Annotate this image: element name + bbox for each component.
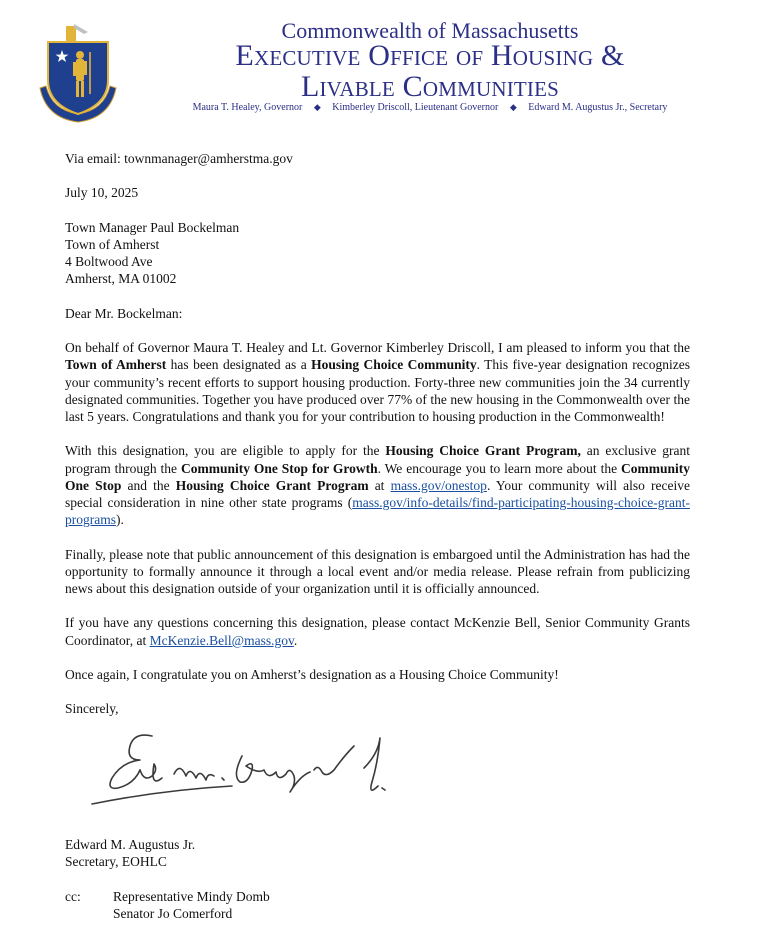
paragraph-grant-program: With this designation, you are eligible to apply for the Housing Choice Grant Program, an exclusive grant program through the Community One Stop for Growth. We encourage you to learn more about the Community One Stop and the Housing Choice Grant Program at mass.gov/onestop. Your community will also receive special consideration in nine other state programs (mass.gov/info-details/find-participating-housing-choice-grant-programs). [65,443,691,528]
cc-label: cc: [65,889,81,904]
recipient-address [65,219,690,288]
recipient-line: Town of Amherst [65,236,160,252]
recipient-line: Town Manager Paul Bockelman [65,219,240,235]
letter-date: July 10, 2025 [65,185,139,201]
paragraph-designation: On behalf of Governor Maura T. Healey and Lt. Governor Kimberley Driscoll, I am pleased to inform you that the Town of Amherst has been designated as a Housing Choice Community. This five-year designation recognizes your community’s recent efforts to support housing production. Forty-three new communities join the 34 currently designated communities. Together you have produced over 77% of the new housing in the Commonwealth over the last 5 years. Congratulations and thank you for your contribution to housing production in the Commonwealth! [65,340,690,424]
commonwealth-heading: Commonwealth of Massachusetts [281,18,579,43]
paragraph-congratulations: Once again, I congratulate you on Amherst’s designation as a Housing Choice Community! [65,666,559,682]
salutation: Dear Mr. Bockelman: [65,305,183,321]
onestop-link[interactable]: mass.gov/onestop [390,477,487,493]
signer-name: Edward M. Augustus Jr. [65,837,196,852]
office-name-heading [120,40,740,102]
letter-body [65,150,690,718]
cc-recipient: Senator Jo Comerford [113,906,233,922]
recipient-line: 4 Boltwood Ave [65,254,153,270]
cc-recipient: Representative Mindy Domb [113,889,270,904]
recipient-line: Amherst, MA 01002 [65,271,177,287]
massachusetts-seal-icon [36,22,120,126]
official-lt-governor: Kimberley Driscoll, Lieutenant Governor [332,102,499,113]
official-governor: Maura T. Healey, Governor [192,102,303,113]
via-email: Via email: townmanager@amherstma.gov [65,151,293,166]
diamond-separator-icon: ◆ [313,102,321,112]
office-name-line1: Executive Office of Housing & [235,39,625,72]
signature-block [65,836,195,870]
signature-icon [82,726,402,816]
official-secretary: Edward M. Augustus Jr., Secretary [528,102,668,113]
closing-sincerely: Sincerely, [65,701,119,717]
paragraph-contact: If you have any questions concerning this designation, please contact McKenzie Bell, Senior Community Grants Coordinator, at McKenzie.Bell@mass.gov. [65,615,690,648]
office-name-line2: Livable Communities [300,70,560,103]
contact-email-link[interactable]: McKenzie.Bell@mass.gov [149,632,294,648]
signer-title: Secretary, EOHLC [65,854,167,870]
officials-line [120,101,740,114]
diamond-separator-icon: ◆ [509,102,517,112]
participating-programs-link[interactable]: mass.gov/info-details/find-participating-housing-choice-grant-programs [65,494,690,528]
paragraph-embargo: Finally, please note that public announcement of this designation is embargoed until the Administration has had the opportunity to formally announce it through a local event and/or media release. Please refrain from publicizing news about this designation outside of your organization until it is officially announced. [65,546,690,596]
